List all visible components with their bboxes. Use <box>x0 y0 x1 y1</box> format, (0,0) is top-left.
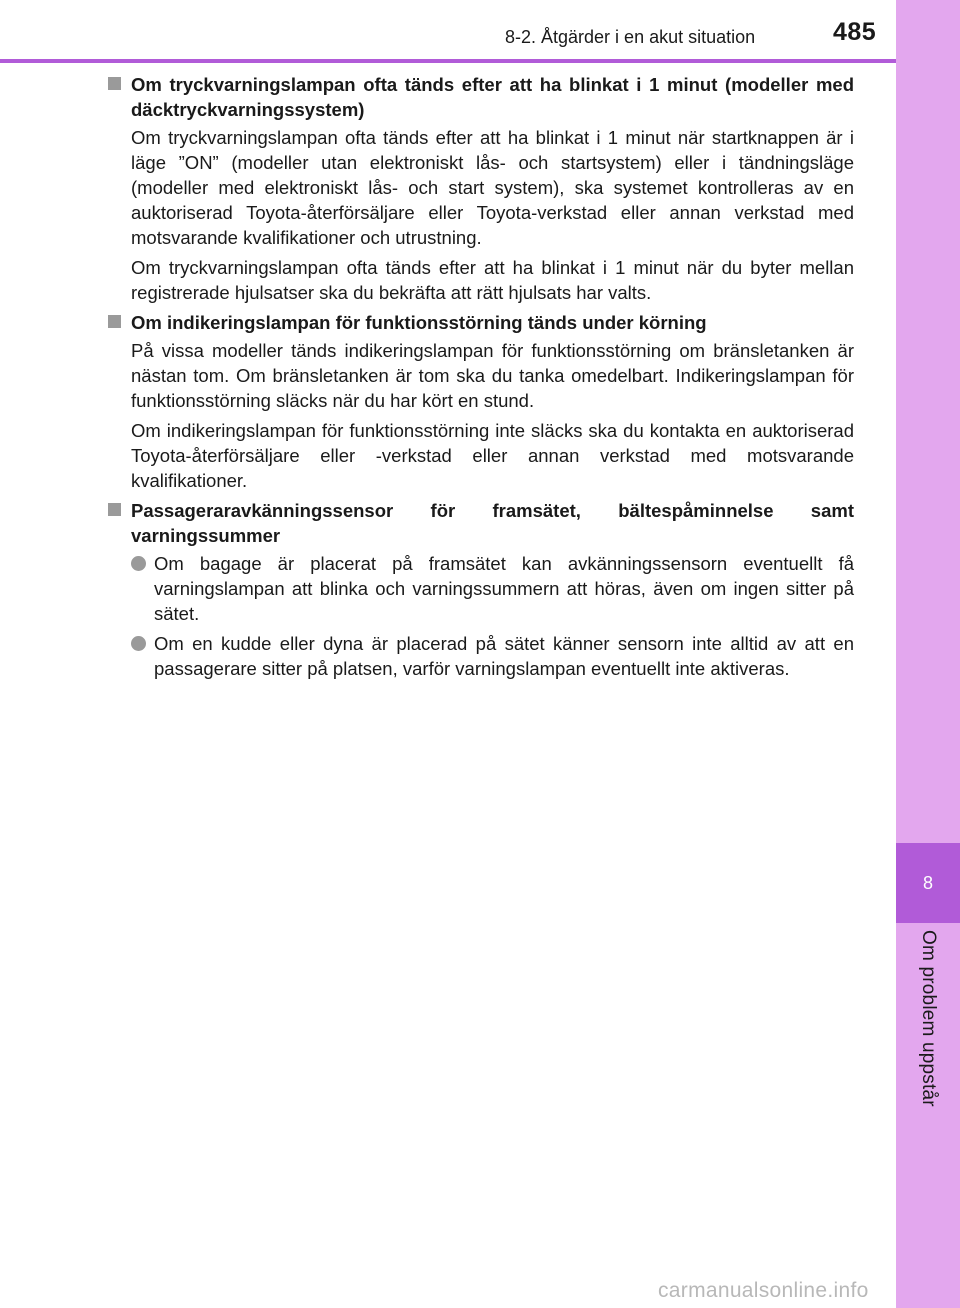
bullet-dot-icon <box>131 636 146 651</box>
chapter-number-tab <box>896 843 960 923</box>
section-heading <box>106 310 854 335</box>
bullet-text: Om bagage är placerat på framsätet kan avkänningssensorn eventuellt få varningslampan att blinka och varningssummern att höras, även om ingen sitter på sätet. <box>154 553 854 624</box>
paragraph: Om indikeringslampan för funktionsstörning inte släcks ska du kontakta en auktoriserad Toyota-återförsäljare eller -verkstad eller annan verkstad med motsvarande kvalifikationer. <box>131 420 854 491</box>
page-number: 485 <box>833 18 877 46</box>
chapter-number: 8 <box>922 872 933 893</box>
bullet-dot-icon <box>131 556 146 571</box>
paragraph: Om tryckvarningslampan ofta tänds efter att ha blinkat i 1 minut när startknappen är i läge ”ON” (modeller utan elektroniskt lås- och startsystem) eller i tändningsläge (modeller med elektroniskt lås- och start system), ska systemet kontrolleras av en auktoriserad Toyota-återförsäljare eller Toyota-verkstad eller annan verkstad med motsvarande kvalifikationer och utrustning. <box>131 127 854 248</box>
bullet-text: Om en kudde eller dyna är placerad på sätet känner sensorn inte alltid av att en passagerare sitter på platsen, varför varningslampan eventuellt inte aktiveras. <box>154 633 854 679</box>
section-heading <box>106 498 854 548</box>
bullet-item <box>131 551 854 626</box>
paragraph: Om tryckvarningslampan ofta tänds efter att ha blinkat i 1 minut när du byter mellan registrerade hjulsatser ska du bekräfta att rätt hjulsats har valts. <box>131 257 854 303</box>
page-content <box>106 72 854 686</box>
bullet-item <box>131 631 854 681</box>
heading-square-icon <box>108 315 121 328</box>
section-heading <box>106 72 854 122</box>
chapter-title: Om problem uppstår <box>918 930 939 1107</box>
header-section-title: 8-2. Åtgärder i en akut situation <box>505 27 756 47</box>
chapter-title-label <box>896 930 960 1150</box>
section-heading-text: Om tryckvarningslampan ofta tänds efter att ha blinkat i 1 minut (modeller med däcktryckvarningssystem) <box>131 74 854 120</box>
heading-square-icon <box>108 77 121 90</box>
header-rule <box>0 59 896 63</box>
section-heading-text: Om indikeringslampan för funktionsstörning tänds under körning <box>131 312 707 333</box>
section-heading-text: Passageraravkänningssensor för framsätet, bältespåminnelse samt varningssummer <box>131 500 854 546</box>
heading-square-icon <box>108 503 121 516</box>
paragraph: På vissa modeller tänds indikeringslampan för funktionsstörning om bränsletanken är nästan tom. Om bränsletanken är tom ska du tanka omedelbart. Indikeringslampan för funktionsstörning släcks när du har kört en stund. <box>131 340 854 411</box>
watermark: carmanualsonline.info <box>658 1279 869 1302</box>
